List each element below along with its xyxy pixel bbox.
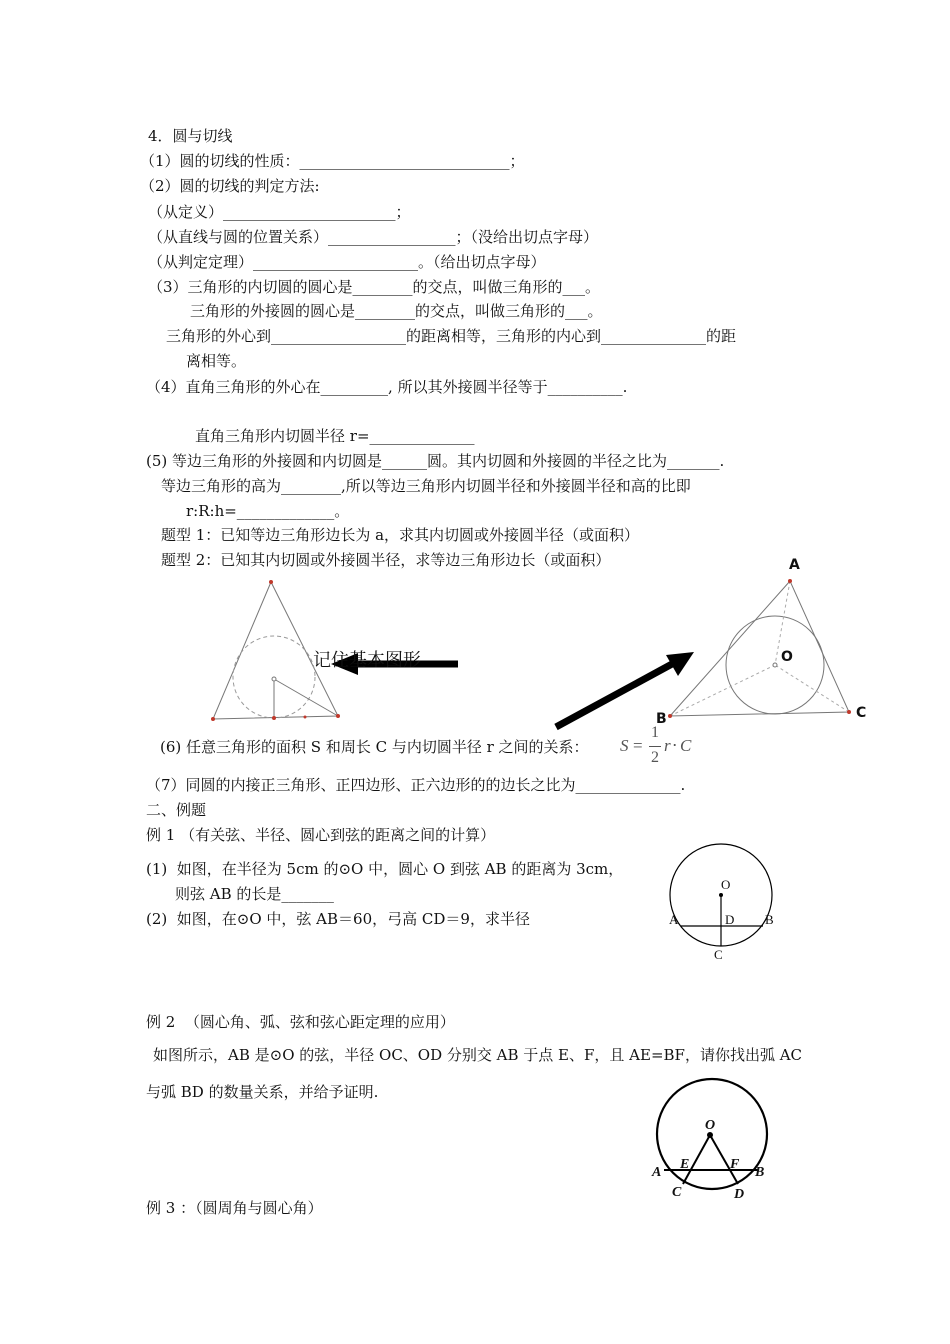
ex1-label-B: B xyxy=(765,912,774,927)
ex2-circle-figure xyxy=(657,1079,767,1189)
line-4: （从直线与圆的位置关系）_________________；（没给出切点字母） xyxy=(148,228,599,246)
ex1-label-D: D xyxy=(725,912,735,927)
label-O: O xyxy=(781,649,793,665)
ex2-label-F: F xyxy=(730,1157,740,1172)
label-B: B xyxy=(656,711,667,727)
ex2-label-E: E xyxy=(680,1157,690,1172)
line-14: r:R:h=_____________。 xyxy=(186,502,350,520)
line-1: （1）圆的切线的性质：____________________________； xyxy=(140,152,525,170)
formula-r: r xyxy=(664,736,671,755)
line-17: (6) 任意三角形的面积 S 和周长 C 与内切圆半径 r 之间的关系： xyxy=(160,738,589,756)
ex2-line-2: 与弧 BD 的数量关系，并给予证明. xyxy=(146,1083,379,1101)
memo-text: 记住基本图形 xyxy=(313,650,421,671)
line-18: （7）同圆的内接正三角形、正四边形、正六边形的的边长之比为______________. xyxy=(146,776,686,794)
ex1-q2: (2) 如图，在⊙O 中，弦 AB＝60，弓高 CD＝9，求半径 xyxy=(146,910,530,928)
right-triangle-figure xyxy=(668,579,851,718)
ex2-label-D: D xyxy=(734,1187,745,1202)
ex1-circle-figure xyxy=(670,844,772,946)
line-7: 三角形的外接圆的圆心是________的交点，叫做三角形的___。 xyxy=(190,302,603,320)
ex1-label-O: O xyxy=(721,877,731,892)
formula-C: C xyxy=(680,736,692,755)
examples-heading: 二、例题 xyxy=(146,801,207,819)
line-13: 等边三角形的高为________,所以等边三角形内切圆半径和外接圆半径和高的比即 xyxy=(161,477,691,495)
line-3: （从定义）_______________________； xyxy=(148,203,411,221)
ex1-title: 例 1 （有关弦、半径、圆心到弦的距离之间的计算） xyxy=(146,826,496,844)
line-2: （2）圆的切线的判定方法: xyxy=(140,177,320,195)
line-15: 题型 1：已知等边三角形边长为 a，求其内切圆或外接圆半径（或面积） xyxy=(161,526,640,544)
ex2-line-1: 如图所示，AB 是⊙O 的弦，半径 OC、OD 分别交 AB 于点 E、F，且 AE=BF，请你找出弧 AC xyxy=(153,1046,803,1064)
line-11: 直角三角形内切圆半径 r=______________ xyxy=(195,427,475,445)
formula-dot: ⋅ xyxy=(672,736,678,755)
ex1-label-A: A xyxy=(669,912,679,927)
line-5: （从判定定理）______________________。（给出切点字母） xyxy=(148,253,546,271)
ex1-q1: (1) 如图，在半径为 5cm 的⊙O 中，圆心 O 到弦 AB 的距离为 3cm， xyxy=(146,860,624,878)
ex2-label-A: A xyxy=(652,1165,662,1180)
ex2-title: 例 2 （圆心角、弧、弦和弦心距定理的应用） xyxy=(146,1013,455,1031)
line-6: （3）三角形的内切圆的圆心是________的交点，叫做三角形的___。 xyxy=(148,278,601,296)
ex2-label-C: C xyxy=(672,1185,682,1200)
section-title: 4．圆与切线 xyxy=(148,127,233,145)
ex2-label-B: B xyxy=(755,1165,765,1180)
line-8: 三角形的外心到__________________的距离相等，三角形的内心到______________的距 xyxy=(166,327,737,345)
label-A: A xyxy=(789,557,800,573)
formula-bar xyxy=(649,746,661,747)
area-formula xyxy=(620,724,700,772)
line-9: 离相等。 xyxy=(186,352,247,370)
ex1-q1b: 则弦 AB 的长是_______ xyxy=(175,885,334,903)
line-10: （4）直角三角形的外心在_________, 所以其外接圆半径等于__________. xyxy=(146,378,628,396)
label-C: C xyxy=(856,705,867,721)
line-16: 题型 2：已知其内切圆或外接圆半径，求等边三角形边长（或面积） xyxy=(161,551,611,569)
ex1-label-C: C xyxy=(714,947,723,962)
ex3-title: 例 3 ：（圆周角与圆心角） xyxy=(146,1199,323,1217)
formula-eq: = xyxy=(633,736,643,755)
formula-num: 1 xyxy=(651,724,659,741)
ex2-label-O: O xyxy=(705,1118,716,1133)
formula-den: 2 xyxy=(651,749,659,766)
line-12: (5) 等边三角形的外接圆和内切圆是______圆。其内切圆和外接圆的半径之比为_______. xyxy=(146,452,725,470)
formula-S: S xyxy=(620,736,629,755)
